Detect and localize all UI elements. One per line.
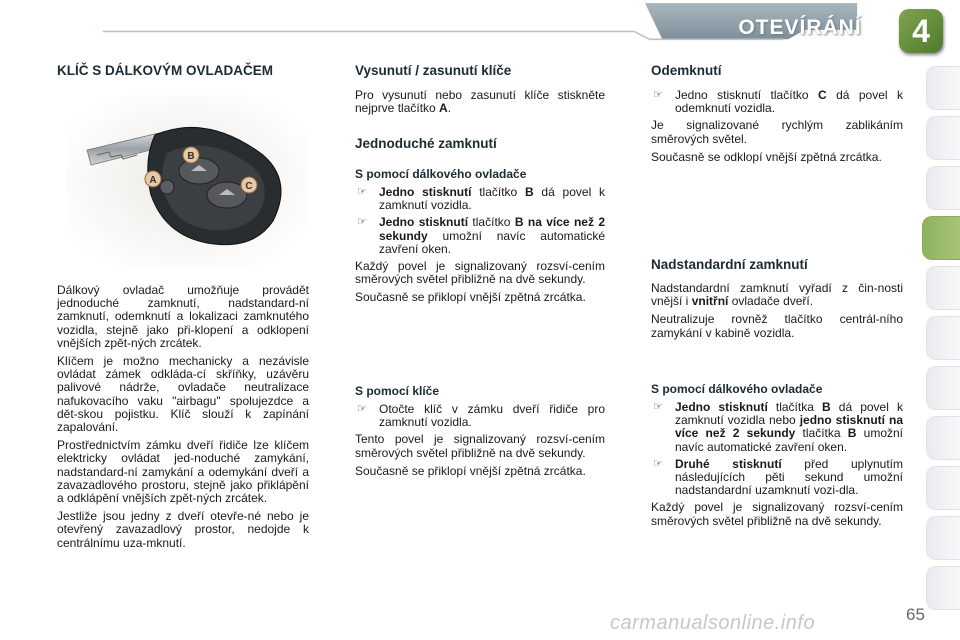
subheading-key: S pomocí klíče [355,384,440,398]
chapter-tabs [926,66,960,606]
chapter-tab[interactable] [926,366,960,410]
pointing-hand-icon: ☞ [653,457,663,470]
list-item: ☞ Jedno stisknutí tlačítko C dá povel k odemknutí vozidla. [653,88,903,116]
chapter-tab[interactable] [926,516,960,560]
pointing-hand-icon: ☞ [357,216,367,229]
section-heading-eject: Vysunutí / zasunutí klíče [355,63,512,78]
chapter-title: OTEVÍRÁNÍ [738,16,862,39]
key-label-a: A [149,175,157,186]
chapter-tab[interactable] [926,566,960,610]
section-heading-simple-lock: Jednoduché zamknutí [355,136,497,151]
key-button-labels [67,95,307,267]
key-label-b: B [187,151,195,162]
page-number: 65 [906,605,925,624]
paragraph: Každý povel je signalizovaný rozsví-cením směrových světel přibližně na dvě sekundy. [651,500,903,528]
pointing-hand-icon: ☞ [357,186,367,198]
chapter-tab[interactable] [926,116,960,160]
subheading-remote: S pomocí dálkového ovladače [355,167,527,181]
chapter-tab[interactable] [926,66,960,110]
pointing-hand-icon: ☞ [653,89,663,101]
paragraph: Je signalizované rychlým zablikáním směrových světel. [651,118,903,146]
pointing-hand-icon: ☞ [357,403,367,415]
paragraph: Nadstandardní zamknutí vyřadí z čin-nosti vnější i vnitřní ovladače dveří. [651,281,903,309]
watermark: carmanualsonline.info [610,612,816,634]
list-item: ☞ Jedno stisknutí tlačítko B dá povel k zamknutí vozidla. [357,185,605,213]
chapter-tab-active[interactable] [922,216,960,260]
list-item: ☞ Otočte klíč v zámku dveří řidiče pro zamknutí vozidla. [357,402,605,430]
section-heading-unlock: Odemknutí [651,63,722,78]
paragraph: Současně se přiklopí vnější zpětná zrcátka. [355,290,586,305]
paragraph: Jestliže jsou jedny z dveří otevře-né nebo je otevřený zavazadlový prostor, nedojde k centrálnímu uza-mknutí. [57,509,309,550]
section-heading-remote-key: KLÍČ S DÁLKOVÝM OVLADAČEM [57,63,273,78]
paragraph: Prostřednictvím zámku dveří řidiče lze klíčem elektricky ovládat jed-noduché zamykání, nadstandard-ní zamykání a odemykání dveří a zavazadlového prostoru, stejně jako přiklápění a odklápění vnějších zpět-ných zrcátek. [57,438,309,506]
chapter-tab[interactable] [926,316,960,360]
paragraph: Současně se odklopí vnější zpětná zrcátka. [651,149,882,164]
key-label-c: C [245,181,253,192]
paragraph: Neutralizuje rovněž tlačítko centrál-ního zamykání v kabině vozidla. [651,312,903,340]
chapter-tab[interactable] [926,266,960,310]
paragraph: Klíčem je možno mechanicky a nezávisle ovládat zámek odkláda-cí skříňky, uzávěru palivové nádrže, ovladače neutralizace nafukovacího vaku "airbagu" spolujezdce a dět-skou pojistku. Klíč slouží k zapínání zapalování. [57,354,309,435]
pointing-hand-icon: ☞ [653,401,663,413]
chapter-tab[interactable] [926,416,960,460]
paragraph: Pro vysunutí nebo zasunutí klíče stiskněte nejprve tlačítko A. [355,88,605,116]
paragraph: Dálkový ovladač umožňuje provádět jednoduché zamknutí, nadstandard-ní zamknutí, odemknutí a lokalizaci zamknutého vozidla, stejně jako při-klopení a odklopení vnějších zpět-ných zrcátek. [57,283,309,350]
list-item: ☞ Jedno stisknutí tlačítka B dá povel k zamknutí vozidla nebo jedno stisknutí na více než 2 sekundy tlačítka B umožní navíc automatické zavření oken. [653,400,904,454]
paragraph: Tento povel je signalizovaný rozsví-cením směrových světel přibližně na dvě sekundy. [355,432,605,460]
list-item: ☞ Jedno stisknutí tlačítko B na více než 2 sekundy umožní navíc automatické zavření oken. [357,215,606,256]
chapter-number-badge: 4 [899,9,943,53]
subheading-remote: S pomocí dálkového ovladače [651,382,823,396]
list-item: ☞ Druhé stisknutí před uplynutím následujících pěti sekund umožní nadstandardní uzamknutí vozi-dla. [653,456,903,498]
paragraph: Každý povel je signalizovaný rozsví-cením směrových světel přibližně na dvě sekundy. [355,259,605,287]
chapter-tab[interactable] [926,166,960,210]
chapter-tab[interactable] [926,466,960,510]
section-heading-deadlock: Nadstandardní zamknutí [651,257,808,272]
paragraph: Současně se přiklopí vnější zpětná zrcátka. [355,463,586,478]
